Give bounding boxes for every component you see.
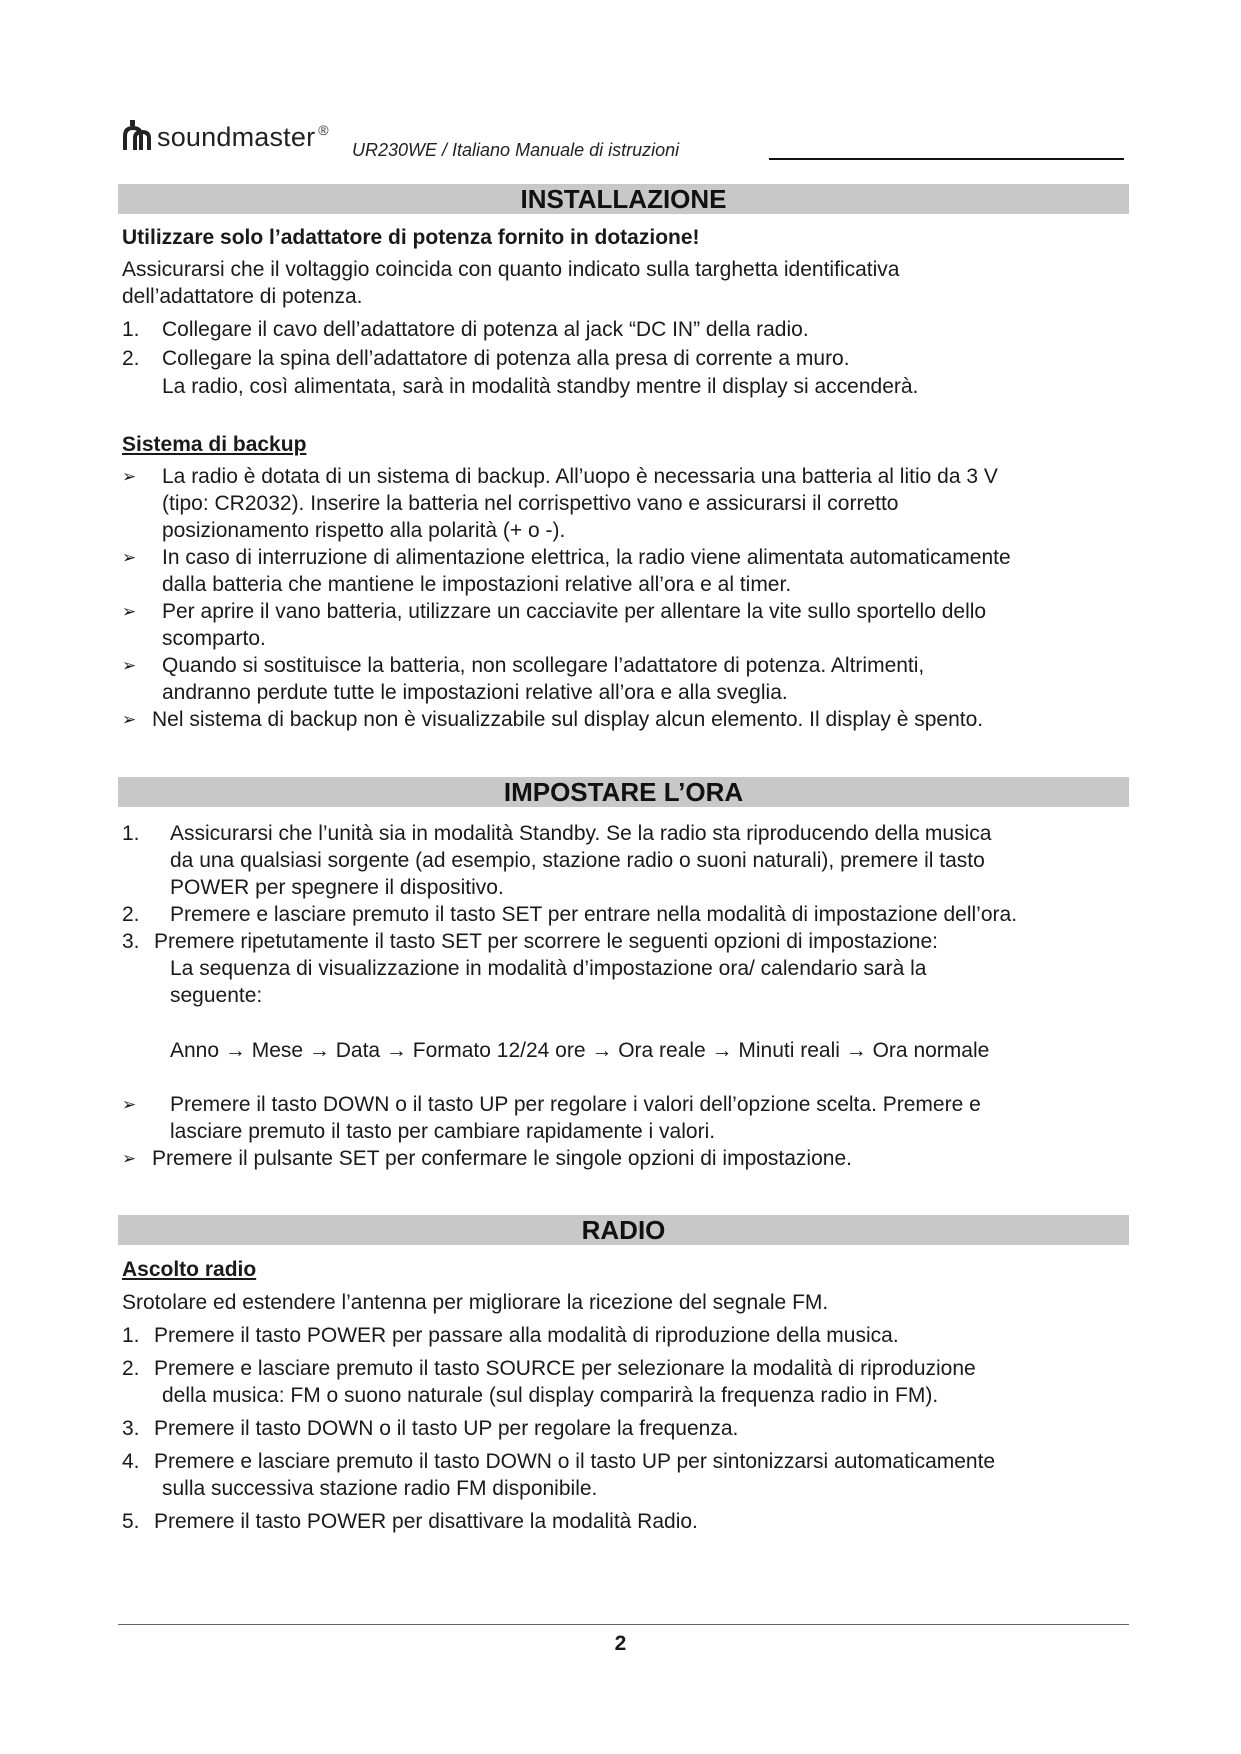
page-header: [121, 118, 1127, 158]
subheading-ascolto-radio: Ascolto radio: [122, 1258, 257, 1281]
footer-divider: [118, 1624, 1129, 1625]
warning-text: Utilizzare solo l’adattatore di potenza fornito in dotazione!: [122, 226, 700, 249]
arrowhead-bullet-icon: ➢: [122, 602, 137, 621]
intro-line: dell’adattatore di potenza.: [122, 285, 363, 308]
header-divider: [769, 158, 1124, 160]
step-number: 2.: [122, 903, 140, 926]
step-text: POWER per spegnere il dispositivo.: [170, 876, 504, 899]
step-text: Collegare la spina dell’adattatore di potenza alla presa di corrente a muro.: [162, 347, 850, 370]
brand-name: soundmaster: [157, 122, 316, 152]
step-text: Premere il tasto DOWN o il tasto UP per regolare la frequenza.: [154, 1417, 739, 1440]
step-number: 3.: [122, 930, 140, 953]
document-title: UR230WE / Italiano Manuale di istruzioni: [352, 140, 680, 160]
step-text: da una qualsiasi sorgente (ad esempio, stazione radio o suoni naturali), premere il tasto: [170, 849, 985, 872]
bullet-text: dalla batteria che mantiene le impostazioni relative all’ora e al timer.: [162, 573, 792, 596]
step-number: 2.: [122, 347, 140, 370]
bullet-text: Premere il pulsante SET per confermare le singole opzioni di impostazione.: [152, 1147, 852, 1170]
brand-logo: [121, 118, 329, 152]
section-heading-installazione: INSTALLAZIONE: [118, 184, 1129, 214]
bullet-text: posizionamento rispetto alla polarità (+ o -).: [162, 519, 566, 542]
sequence-intro: seguente:: [170, 984, 263, 1007]
step-number: 1.: [122, 822, 140, 845]
arrowhead-bullet-icon: ➢: [122, 710, 137, 729]
step-text: della musica: FM o suono naturale (sul display comparirà la frequenza radio in FM).: [162, 1384, 939, 1407]
intro-line: Assicurarsi che il voltaggio coincida con quanto indicato sulla targhetta identificativa: [122, 258, 900, 281]
step-text: Premere e lasciare premuto il tasto DOWN o il tasto UP per sintonizzarsi automaticamente: [154, 1450, 996, 1473]
step-text: Premere il tasto POWER per disattivare la modalità Radio.: [154, 1510, 698, 1533]
bullet-text: Quando si sostituisce la batteria, non scollegare l’adattatore di potenza. Altrimenti,: [162, 654, 925, 677]
bullet-text: Per aprire il vano batteria, utilizzare un cacciavite per allentare la vite sullo sportello dello: [162, 600, 987, 623]
arrowhead-bullet-icon: ➢: [122, 467, 137, 486]
step-number: 1.: [122, 1324, 140, 1347]
bullet-text: Premere il tasto DOWN o il tasto UP per regolare i valori dell’opzione scelta. Premere e: [170, 1093, 981, 1116]
step-number: 5.: [122, 1510, 140, 1533]
step-text: Premere e lasciare premuto il tasto SOURCE per selezionare la modalità di riproduzione: [154, 1357, 976, 1380]
section-heading-ora: IMPOSTARE L’ORA: [118, 777, 1129, 807]
bullet-text: In caso di interruzione di alimentazione elettrica, la radio viene alimentata automaticamente: [162, 546, 1011, 569]
bullet-text: (tipo: CR2032). Inserire la batteria nel corrispettivo vano e assicurarsi il corretto: [162, 492, 899, 515]
section-heading-radio: RADIO: [118, 1215, 1129, 1245]
arrowhead-bullet-icon: ➢: [122, 548, 137, 567]
step-number: 2.: [122, 1357, 140, 1380]
step-number: 1.: [122, 318, 140, 341]
bullet-text: andranno perdute tutte le impostazioni relative all’ora e alla sveglia.: [162, 681, 788, 704]
bullet-text: Nel sistema di backup non è visualizzabile sul display alcun elemento. Il display è spento.: [152, 708, 984, 731]
step-text: Collegare il cavo dell’adattatore di potenza al jack “DC IN” della radio.: [162, 318, 809, 341]
step-text: Assicurarsi che l’unità sia in modalità Standby. Se la radio sta riproducendo della musica: [170, 822, 992, 845]
page-number: 2: [614, 1632, 627, 1655]
arrowhead-bullet-icon: ➢: [122, 1095, 137, 1114]
step-text: La radio, così alimentata, sarà in modalità standby mentre il display si accenderà.: [162, 375, 919, 398]
arrowhead-bullet-icon: ➢: [122, 656, 137, 675]
radio-intro: Srotolare ed estendere l’antenna per migliorare la ricezione del segnale FM.: [122, 1291, 829, 1314]
step-number: 3.: [122, 1417, 140, 1440]
step-text: Premere il tasto POWER per passare alla modalità di riproduzione della musica.: [154, 1324, 899, 1347]
step-text: Premere ripetutamente il tasto SET per scorrere le seguenti opzioni di impostazione:: [154, 930, 939, 953]
soundmaster-logo-icon: [121, 118, 153, 152]
bullet-text: La radio è dotata di un sistema di backup. All’uopo è necessaria una batteria al litio da 3 V: [162, 465, 998, 488]
step-number: 4.: [122, 1450, 140, 1473]
setting-sequence: Anno → Mese → Data → Formato 12/24 ore → Ora reale → Minuti reali → Ora normale: [170, 1039, 990, 1062]
subheading-backup: Sistema di backup: [122, 433, 307, 456]
arrowhead-bullet-icon: ➢: [122, 1149, 137, 1168]
sequence-intro: La sequenza di visualizzazione in modalità d’impostazione ora/ calendario sarà la: [170, 957, 927, 980]
step-text: Premere e lasciare premuto il tasto SET per entrare nella modalità di impostazione dell’ora.: [170, 903, 1018, 926]
registered-mark: ®: [318, 122, 329, 138]
bullet-text: lasciare premuto il tasto per cambiare rapidamente i valori.: [170, 1120, 716, 1143]
step-text: sulla successiva stazione radio FM disponibile.: [162, 1477, 598, 1500]
bullet-text: scomparto.: [162, 627, 266, 650]
